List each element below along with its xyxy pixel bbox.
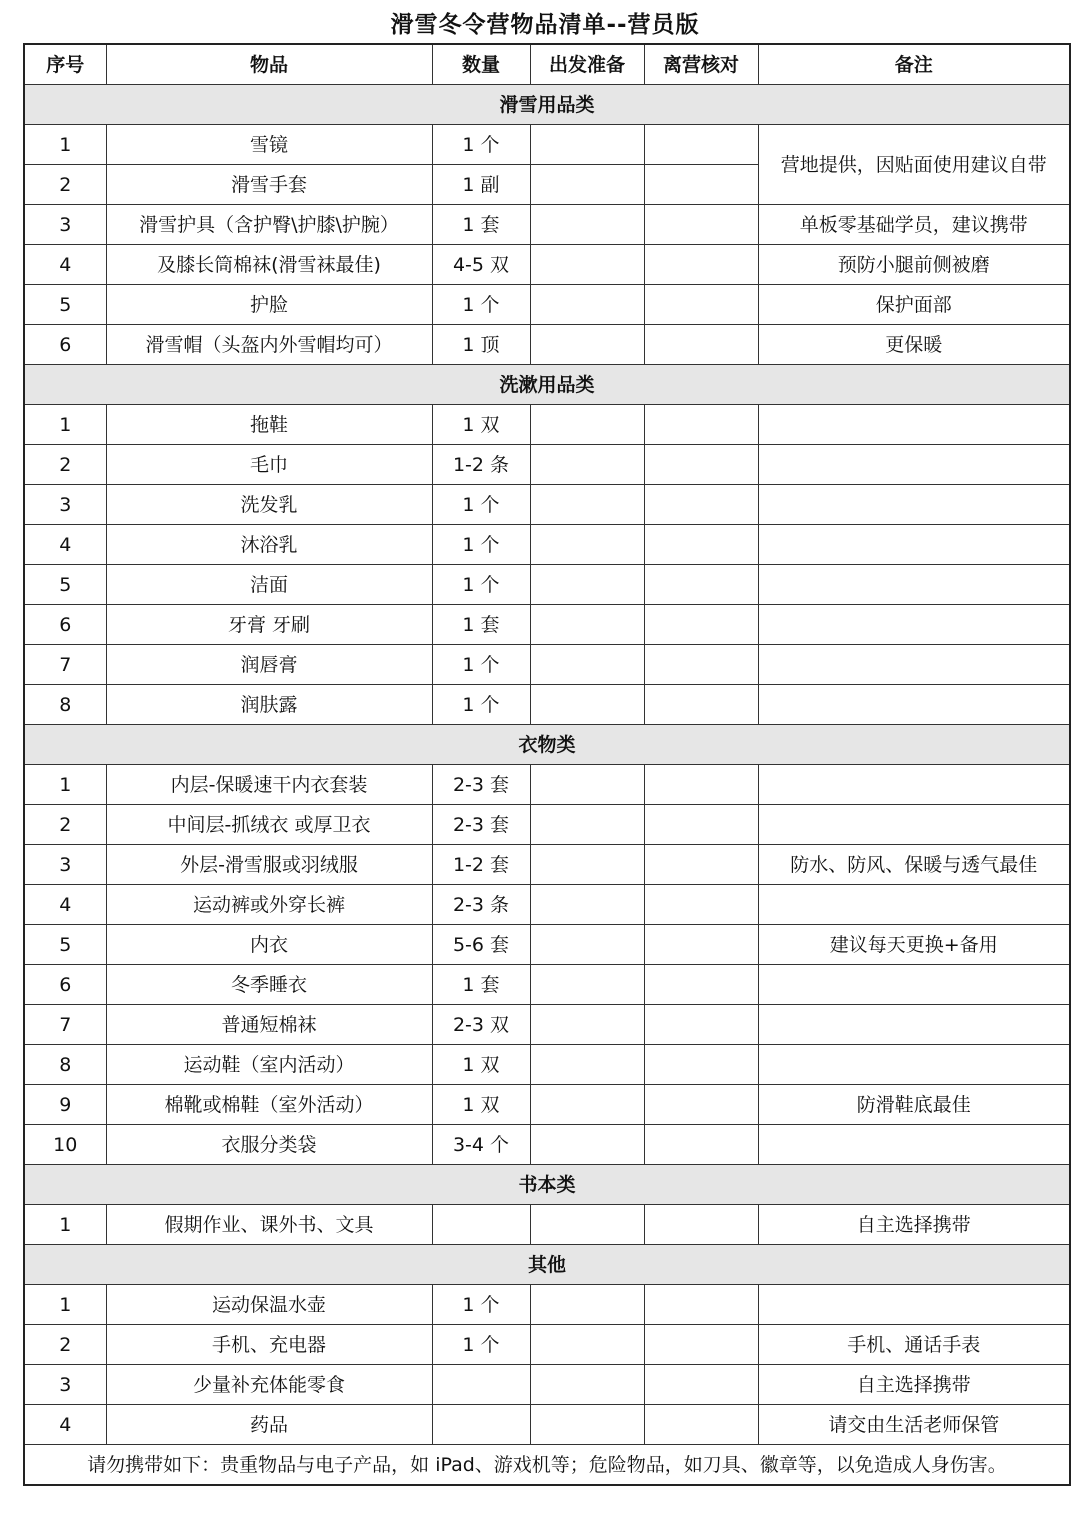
- row-qty: 1 双: [432, 1045, 530, 1085]
- row-item: 运动鞋（室内活动）: [106, 1045, 432, 1085]
- leave-check-cell[interactable]: [644, 645, 758, 685]
- row-no: 4: [24, 885, 106, 925]
- row-qty: [432, 1205, 530, 1245]
- row-qty: 1 个: [432, 285, 530, 325]
- row-remark: [758, 885, 1070, 925]
- checklist-body: [24, 85, 1070, 1445]
- table-row: [24, 965, 1070, 1005]
- row-no: 6: [24, 325, 106, 365]
- row-qty: 4-5 双: [432, 245, 530, 285]
- row-qty: 1 顶: [432, 325, 530, 365]
- row-remark: [758, 1125, 1070, 1165]
- row-qty: 1 个: [432, 1325, 530, 1365]
- row-item: 护脸: [106, 285, 432, 325]
- row-item: 内层-保暖速干内衣套装: [106, 765, 432, 805]
- row-remark: 建议每天更换+备用: [758, 925, 1070, 965]
- table-row: [24, 685, 1070, 725]
- leave-check-cell[interactable]: [644, 925, 758, 965]
- depart-check-cell[interactable]: [530, 605, 644, 645]
- table-row: [24, 405, 1070, 445]
- row-remark: [758, 685, 1070, 725]
- leave-check-cell[interactable]: [644, 1405, 758, 1445]
- checklist-table: [23, 43, 1071, 1486]
- row-no: 6: [24, 605, 106, 645]
- table-row: [24, 485, 1070, 525]
- row-no: 1: [24, 1285, 106, 1325]
- row-item: 滑雪帽（头盔内外雪帽均可）: [106, 325, 432, 365]
- table-row: [24, 205, 1070, 245]
- depart-check-cell[interactable]: [530, 405, 644, 445]
- table-row: [24, 765, 1070, 805]
- header-depart: 出发准备: [530, 44, 644, 85]
- table-row: [24, 645, 1070, 685]
- leave-check-cell[interactable]: [644, 525, 758, 565]
- row-no: 5: [24, 565, 106, 605]
- depart-check-cell[interactable]: [530, 125, 644, 165]
- header-qty: 数量: [432, 44, 530, 85]
- leave-check-cell[interactable]: [644, 485, 758, 525]
- row-qty: 1 双: [432, 405, 530, 445]
- leave-check-cell[interactable]: [644, 125, 758, 165]
- table-row: [24, 605, 1070, 645]
- depart-check-cell[interactable]: [530, 565, 644, 605]
- depart-check-cell[interactable]: [530, 1005, 644, 1045]
- depart-check-cell[interactable]: [530, 805, 644, 845]
- row-no: 2: [24, 165, 106, 205]
- table-row: [24, 1045, 1070, 1085]
- row-remark: 保护面部: [758, 285, 1070, 325]
- row-remark: [758, 645, 1070, 685]
- row-item: 假期作业、课外书、文具: [106, 1205, 432, 1245]
- row-no: 2: [24, 805, 106, 845]
- row-remark: 预防小腿前侧被磨: [758, 245, 1070, 285]
- row-item: 牙膏 牙刷: [106, 605, 432, 645]
- row-remark: 自主选择携带: [758, 1365, 1070, 1405]
- leave-check-cell[interactable]: [644, 845, 758, 885]
- row-no: 7: [24, 1005, 106, 1045]
- row-no: 5: [24, 925, 106, 965]
- table-row: [24, 1125, 1070, 1165]
- row-no: 4: [24, 525, 106, 565]
- table-row: [24, 245, 1070, 285]
- row-no: 4: [24, 245, 106, 285]
- row-remark: [758, 445, 1070, 485]
- row-qty: 1 个: [432, 485, 530, 525]
- row-no: 4: [24, 1405, 106, 1445]
- row-no: 7: [24, 645, 106, 685]
- row-no: 8: [24, 685, 106, 725]
- leave-check-cell[interactable]: [644, 165, 758, 205]
- table-row: [24, 565, 1070, 605]
- row-qty: 1 个: [432, 125, 530, 165]
- header-item: 物品: [106, 44, 432, 85]
- depart-check-cell[interactable]: [530, 1045, 644, 1085]
- row-remark: [758, 485, 1070, 525]
- depart-check-cell[interactable]: [530, 445, 644, 485]
- category-title: 洗漱用品类: [24, 365, 1070, 405]
- leave-check-cell[interactable]: [644, 1005, 758, 1045]
- row-remark: [758, 805, 1070, 845]
- row-remark: [758, 565, 1070, 605]
- depart-check-cell[interactable]: [530, 845, 644, 885]
- category-row: [24, 365, 1070, 405]
- row-no: 1: [24, 765, 106, 805]
- header-leave: 离营核对: [644, 44, 758, 85]
- leave-check-cell[interactable]: [644, 1045, 758, 1085]
- row-no: 1: [24, 125, 106, 165]
- row-qty: 1 副: [432, 165, 530, 205]
- row-remark: 更保暖: [758, 325, 1070, 365]
- row-remark: [758, 605, 1070, 645]
- row-qty: [432, 1365, 530, 1405]
- row-item: 拖鞋: [106, 405, 432, 445]
- table-row: [24, 885, 1070, 925]
- row-qty: 2-3 条: [432, 885, 530, 925]
- footer-row: [24, 1445, 1070, 1486]
- table-row: [24, 845, 1070, 885]
- row-item: 冬季睡衣: [106, 965, 432, 1005]
- depart-check-cell[interactable]: [530, 885, 644, 925]
- row-no: 3: [24, 1365, 106, 1405]
- leave-check-cell[interactable]: [644, 565, 758, 605]
- row-qty: 1 套: [432, 205, 530, 245]
- row-no: 10: [24, 1125, 106, 1165]
- row-qty: 2-3 套: [432, 805, 530, 845]
- depart-check-cell[interactable]: [530, 245, 644, 285]
- row-item: 外层-滑雪服或羽绒服: [106, 845, 432, 885]
- row-no: 2: [24, 1325, 106, 1365]
- depart-check-cell[interactable]: [530, 1205, 644, 1245]
- row-remark: 自主选择携带: [758, 1205, 1070, 1245]
- leave-check-cell[interactable]: [644, 285, 758, 325]
- row-no: 3: [24, 485, 106, 525]
- row-item: 滑雪手套: [106, 165, 432, 205]
- table-row: [24, 1085, 1070, 1125]
- depart-check-cell[interactable]: [530, 1125, 644, 1165]
- row-item: 运动裤或外穿长裤: [106, 885, 432, 925]
- category-title: 书本类: [24, 1165, 1070, 1205]
- table-row: [24, 285, 1070, 325]
- table-row: [24, 805, 1070, 845]
- row-qty: 1 个: [432, 525, 530, 565]
- row-no: 8: [24, 1045, 106, 1085]
- row-item: 中间层-抓绒衣 或厚卫衣: [106, 805, 432, 845]
- depart-check-cell[interactable]: [530, 1325, 644, 1365]
- depart-check-cell[interactable]: [530, 285, 644, 325]
- depart-check-cell[interactable]: [530, 685, 644, 725]
- leave-check-cell[interactable]: [644, 765, 758, 805]
- row-item: 洗发乳: [106, 485, 432, 525]
- depart-check-cell[interactable]: [530, 1405, 644, 1445]
- row-qty: 1 套: [432, 605, 530, 645]
- leave-check-cell[interactable]: [644, 245, 758, 285]
- row-no: 1: [24, 405, 106, 445]
- depart-check-cell[interactable]: [530, 485, 644, 525]
- leave-check-cell[interactable]: [644, 1285, 758, 1325]
- table-row: [24, 925, 1070, 965]
- category-title: 其他: [24, 1245, 1070, 1285]
- leave-check-cell[interactable]: [644, 965, 758, 1005]
- row-qty: 1-2 条: [432, 445, 530, 485]
- row-item: 手机、充电器: [106, 1325, 432, 1365]
- row-item: 少量补充体能零食: [106, 1365, 432, 1405]
- row-remark: [758, 405, 1070, 445]
- row-no: 1: [24, 1205, 106, 1245]
- row-no: 5: [24, 285, 106, 325]
- row-qty: [432, 1405, 530, 1445]
- row-qty: 5-6 套: [432, 925, 530, 965]
- row-qty: 1 个: [432, 685, 530, 725]
- row-remark: [758, 1045, 1070, 1085]
- row-remark: 防滑鞋底最佳: [758, 1085, 1070, 1125]
- row-item: 毛巾: [106, 445, 432, 485]
- page-title: 滑雪冬令营物品清单--营员版: [390, 12, 700, 38]
- row-no: 6: [24, 965, 106, 1005]
- leave-check-cell[interactable]: [644, 405, 758, 445]
- row-item: 棉靴或棉鞋（室外活动）: [106, 1085, 432, 1125]
- row-remark: 防水、防风、保暖与透气最佳: [758, 845, 1070, 885]
- depart-check-cell[interactable]: [530, 645, 644, 685]
- row-qty: 1 双: [432, 1085, 530, 1125]
- row-remark: 营地提供，因贴面使用建议自带: [758, 125, 1070, 205]
- leave-check-cell[interactable]: [644, 1125, 758, 1165]
- row-remark: [758, 1005, 1070, 1045]
- depart-check-cell[interactable]: [530, 1085, 644, 1125]
- table-row: [24, 325, 1070, 365]
- row-remark: 单板零基础学员，建议携带: [758, 205, 1070, 245]
- table-row: [24, 125, 1070, 165]
- leave-check-cell[interactable]: [644, 325, 758, 365]
- header-row: [24, 44, 1070, 85]
- row-item: 润肤露: [106, 685, 432, 725]
- row-qty: 2-3 套: [432, 765, 530, 805]
- row-item: 雪镜: [106, 125, 432, 165]
- footer-note: 请勿携带如下：贵重物品与电子产品，如 iPad、游戏机等；危险物品，如刀具、徽章等，以免造成人身伤害。: [24, 1445, 1070, 1486]
- row-item: 洁面: [106, 565, 432, 605]
- row-remark: [758, 525, 1070, 565]
- depart-check-cell[interactable]: [530, 965, 644, 1005]
- depart-check-cell[interactable]: [530, 205, 644, 245]
- row-remark: 请交由生活老师保管: [758, 1405, 1070, 1445]
- depart-check-cell[interactable]: [530, 1365, 644, 1405]
- table-row: [24, 1205, 1070, 1245]
- row-no: 9: [24, 1085, 106, 1125]
- row-qty: 2-3 双: [432, 1005, 530, 1045]
- row-item: 内衣: [106, 925, 432, 965]
- leave-check-cell[interactable]: [644, 605, 758, 645]
- leave-check-cell[interactable]: [644, 445, 758, 485]
- row-remark: 手机、通话手表: [758, 1325, 1070, 1365]
- leave-check-cell[interactable]: [644, 685, 758, 725]
- depart-check-cell[interactable]: [530, 925, 644, 965]
- depart-check-cell[interactable]: [530, 765, 644, 805]
- header-no: 序号: [24, 44, 106, 85]
- depart-check-cell[interactable]: [530, 325, 644, 365]
- leave-check-cell[interactable]: [644, 1325, 758, 1365]
- leave-check-cell[interactable]: [644, 1365, 758, 1405]
- leave-check-cell[interactable]: [644, 805, 758, 845]
- row-item: 润唇膏: [106, 645, 432, 685]
- leave-check-cell[interactable]: [644, 1085, 758, 1125]
- category-row: [24, 725, 1070, 765]
- category-row: [24, 1245, 1070, 1285]
- row-item: 及膝长筒棉袜(滑雪袜最佳): [106, 245, 432, 285]
- row-qty: 1 个: [432, 1285, 530, 1325]
- row-qty: 1 个: [432, 565, 530, 605]
- row-qty: 1 套: [432, 965, 530, 1005]
- row-item: 衣服分类袋: [106, 1125, 432, 1165]
- category-row: [24, 1165, 1070, 1205]
- row-item: 普通短棉袜: [106, 1005, 432, 1045]
- row-qty: 1 个: [432, 645, 530, 685]
- table-row: [24, 1405, 1070, 1445]
- table-row: [24, 1365, 1070, 1405]
- row-remark: [758, 965, 1070, 1005]
- table-row: [24, 445, 1070, 485]
- table-row: [24, 1325, 1070, 1365]
- row-qty: 1-2 套: [432, 845, 530, 885]
- header-remark: 备注: [758, 44, 1070, 85]
- category-title: 衣物类: [24, 725, 1070, 765]
- depart-check-cell[interactable]: [530, 165, 644, 205]
- row-remark: [758, 765, 1070, 805]
- leave-check-cell[interactable]: [644, 1205, 758, 1245]
- row-item: 滑雪护具（含护臀\护膝\护腕）: [106, 205, 432, 245]
- row-no: 2: [24, 445, 106, 485]
- row-no: 3: [24, 205, 106, 245]
- category-title: 滑雪用品类: [24, 85, 1070, 125]
- depart-check-cell[interactable]: [530, 1285, 644, 1325]
- row-item: 药品: [106, 1405, 432, 1445]
- category-row: [24, 85, 1070, 125]
- leave-check-cell[interactable]: [644, 205, 758, 245]
- depart-check-cell[interactable]: [530, 525, 644, 565]
- row-remark: [758, 1285, 1070, 1325]
- row-item: 运动保温水壶: [106, 1285, 432, 1325]
- leave-check-cell[interactable]: [644, 885, 758, 925]
- row-qty: 3-4 个: [432, 1125, 530, 1165]
- table-row: [24, 1005, 1070, 1045]
- table-row: [24, 1285, 1070, 1325]
- row-no: 3: [24, 845, 106, 885]
- row-item: 沐浴乳: [106, 525, 432, 565]
- table-row: [24, 525, 1070, 565]
